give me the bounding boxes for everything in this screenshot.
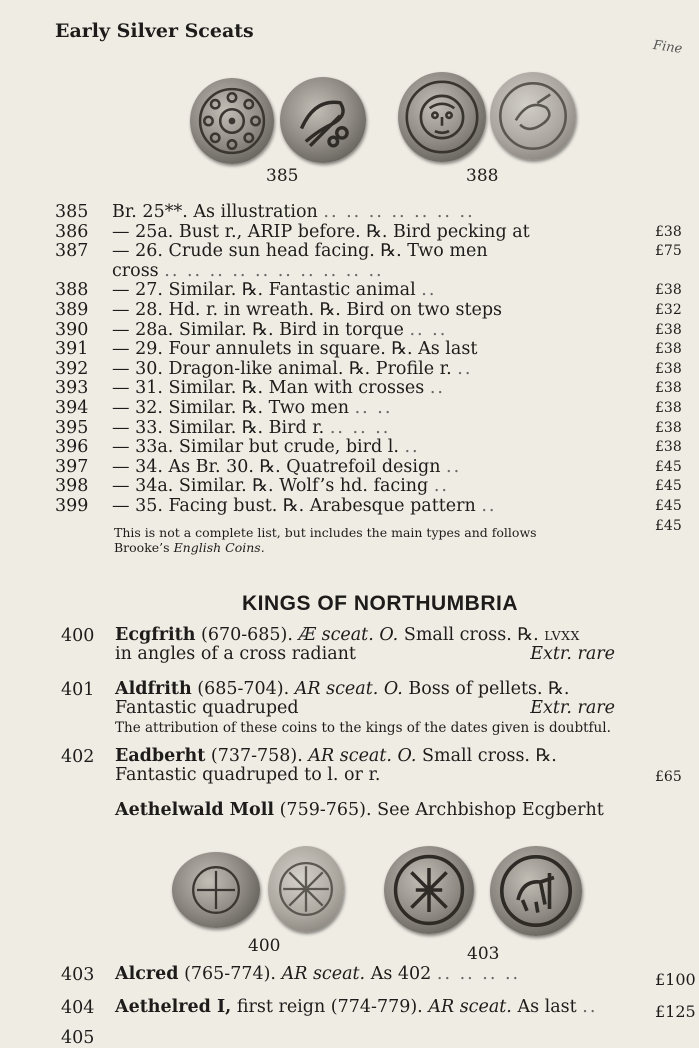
list-item-extra-price: £45 (655, 517, 682, 534)
coin-403-reverse (490, 846, 582, 936)
caption-388: 388 (466, 166, 499, 186)
price-403: £100 (655, 970, 696, 989)
list-item: 388 — 27. Similar. ℞. Fantastic animal .. £38 (55, 280, 682, 301)
list-item: 389 — 28. Hd. r. in wreath. ℞. Bird on two steps £32 (55, 299, 682, 320)
page-header: Early Silver Sceats (55, 20, 254, 42)
list-item: cross .. .. .. .. .. .. .. .. .. .. (112, 260, 384, 281)
sceat-list (55, 202, 682, 535)
caption-403: 403 (467, 944, 500, 964)
price-402: £65 (655, 769, 682, 785)
list-item: 385 Br. 25**. As illustration .. .. .. .. .. .. .. (55, 202, 475, 222)
list-note: This is not a complete list, but includes the main types and follows Brooke’s English Coins. (114, 525, 537, 555)
list-item: 390 — 28a. Similar. ℞. Bird in torque .. .. £38 (55, 319, 682, 340)
list-item: 399 — 35. Facing bust. ℞. Arabesque pattern .. £45 (55, 495, 682, 516)
column-header-fine: Fine (652, 38, 684, 57)
list-item: 392 — 30. Dragon-like animal. ℞. Profile r. .. £38 (55, 358, 682, 379)
entry-403: 403 Alcred (765-774). AR sceat. As 402 .. .. .. .. (61, 964, 521, 985)
entry-aethelwald-moll: Aethelwald Moll (759-765). See Archbishop Ecgberht (115, 800, 604, 820)
list-item: 394 — 32. Similar. ℞. Two men .. .. £38 (55, 397, 682, 418)
list-item: 391 — 29. Four annulets in square. ℞. As last £38 (55, 339, 682, 360)
list-item: 395 — 33. Similar. ℞. Bird r. .. .. .. £38 (55, 417, 682, 438)
coin-400-reverse (268, 846, 344, 932)
caption-400: 400 (248, 936, 281, 956)
list-item: 387 — 26. Crude sun head facing. ℞. Two men £75 (55, 241, 682, 262)
entry-400: 400 Ecgfrith (670-685). Æ sceat. O. Small cross. ℞. LVXX in angles of a cross radiant Extr. rare (61, 625, 615, 664)
coin-388-reverse (490, 72, 576, 160)
list-item: 398 — 34a. Similar. ℞. Wolf’s hd. facing .. £45 (55, 476, 682, 497)
list-item: 397 — 34. As Br. 30. ℞. Quatrefoil design .. £45 (55, 456, 682, 477)
list-item: 386 — 25a. Bust r., ARIP before. ℞. Bird pecking at £38 (55, 221, 682, 242)
section-title: KINGS OF NORTHUMBRIA (242, 592, 518, 615)
list-item: 396 — 33a. Similar but crude, bird l. .. £38 (55, 437, 682, 458)
coin-403-obverse (384, 846, 474, 934)
entry-402: 402 Eadberht (737-758). AR sceat. O. Small cross. ℞. Fantastic quadruped to l. or r. (61, 746, 557, 785)
list-item: 393 — 31. Similar. ℞. Man with crosses .. £38 (55, 378, 682, 399)
coin-385-obverse (190, 78, 274, 164)
caption-385: 385 (266, 166, 299, 186)
entry-404: 404 Aethelred I, first reign (774-779). AR sceat. As last .. (61, 997, 598, 1018)
entry-401: 401 Aldfrith (685-704). AR sceat. O. Boss of pellets. ℞. Fantastic quadruped Extr. rare The attribution of these coins to the kings of the dates given is doubtful. (61, 679, 615, 736)
coin-388-obverse (398, 72, 486, 162)
coin-400-obverse (172, 852, 260, 928)
coin-385-reverse (280, 77, 366, 163)
price-404: £125 (655, 1002, 696, 1021)
